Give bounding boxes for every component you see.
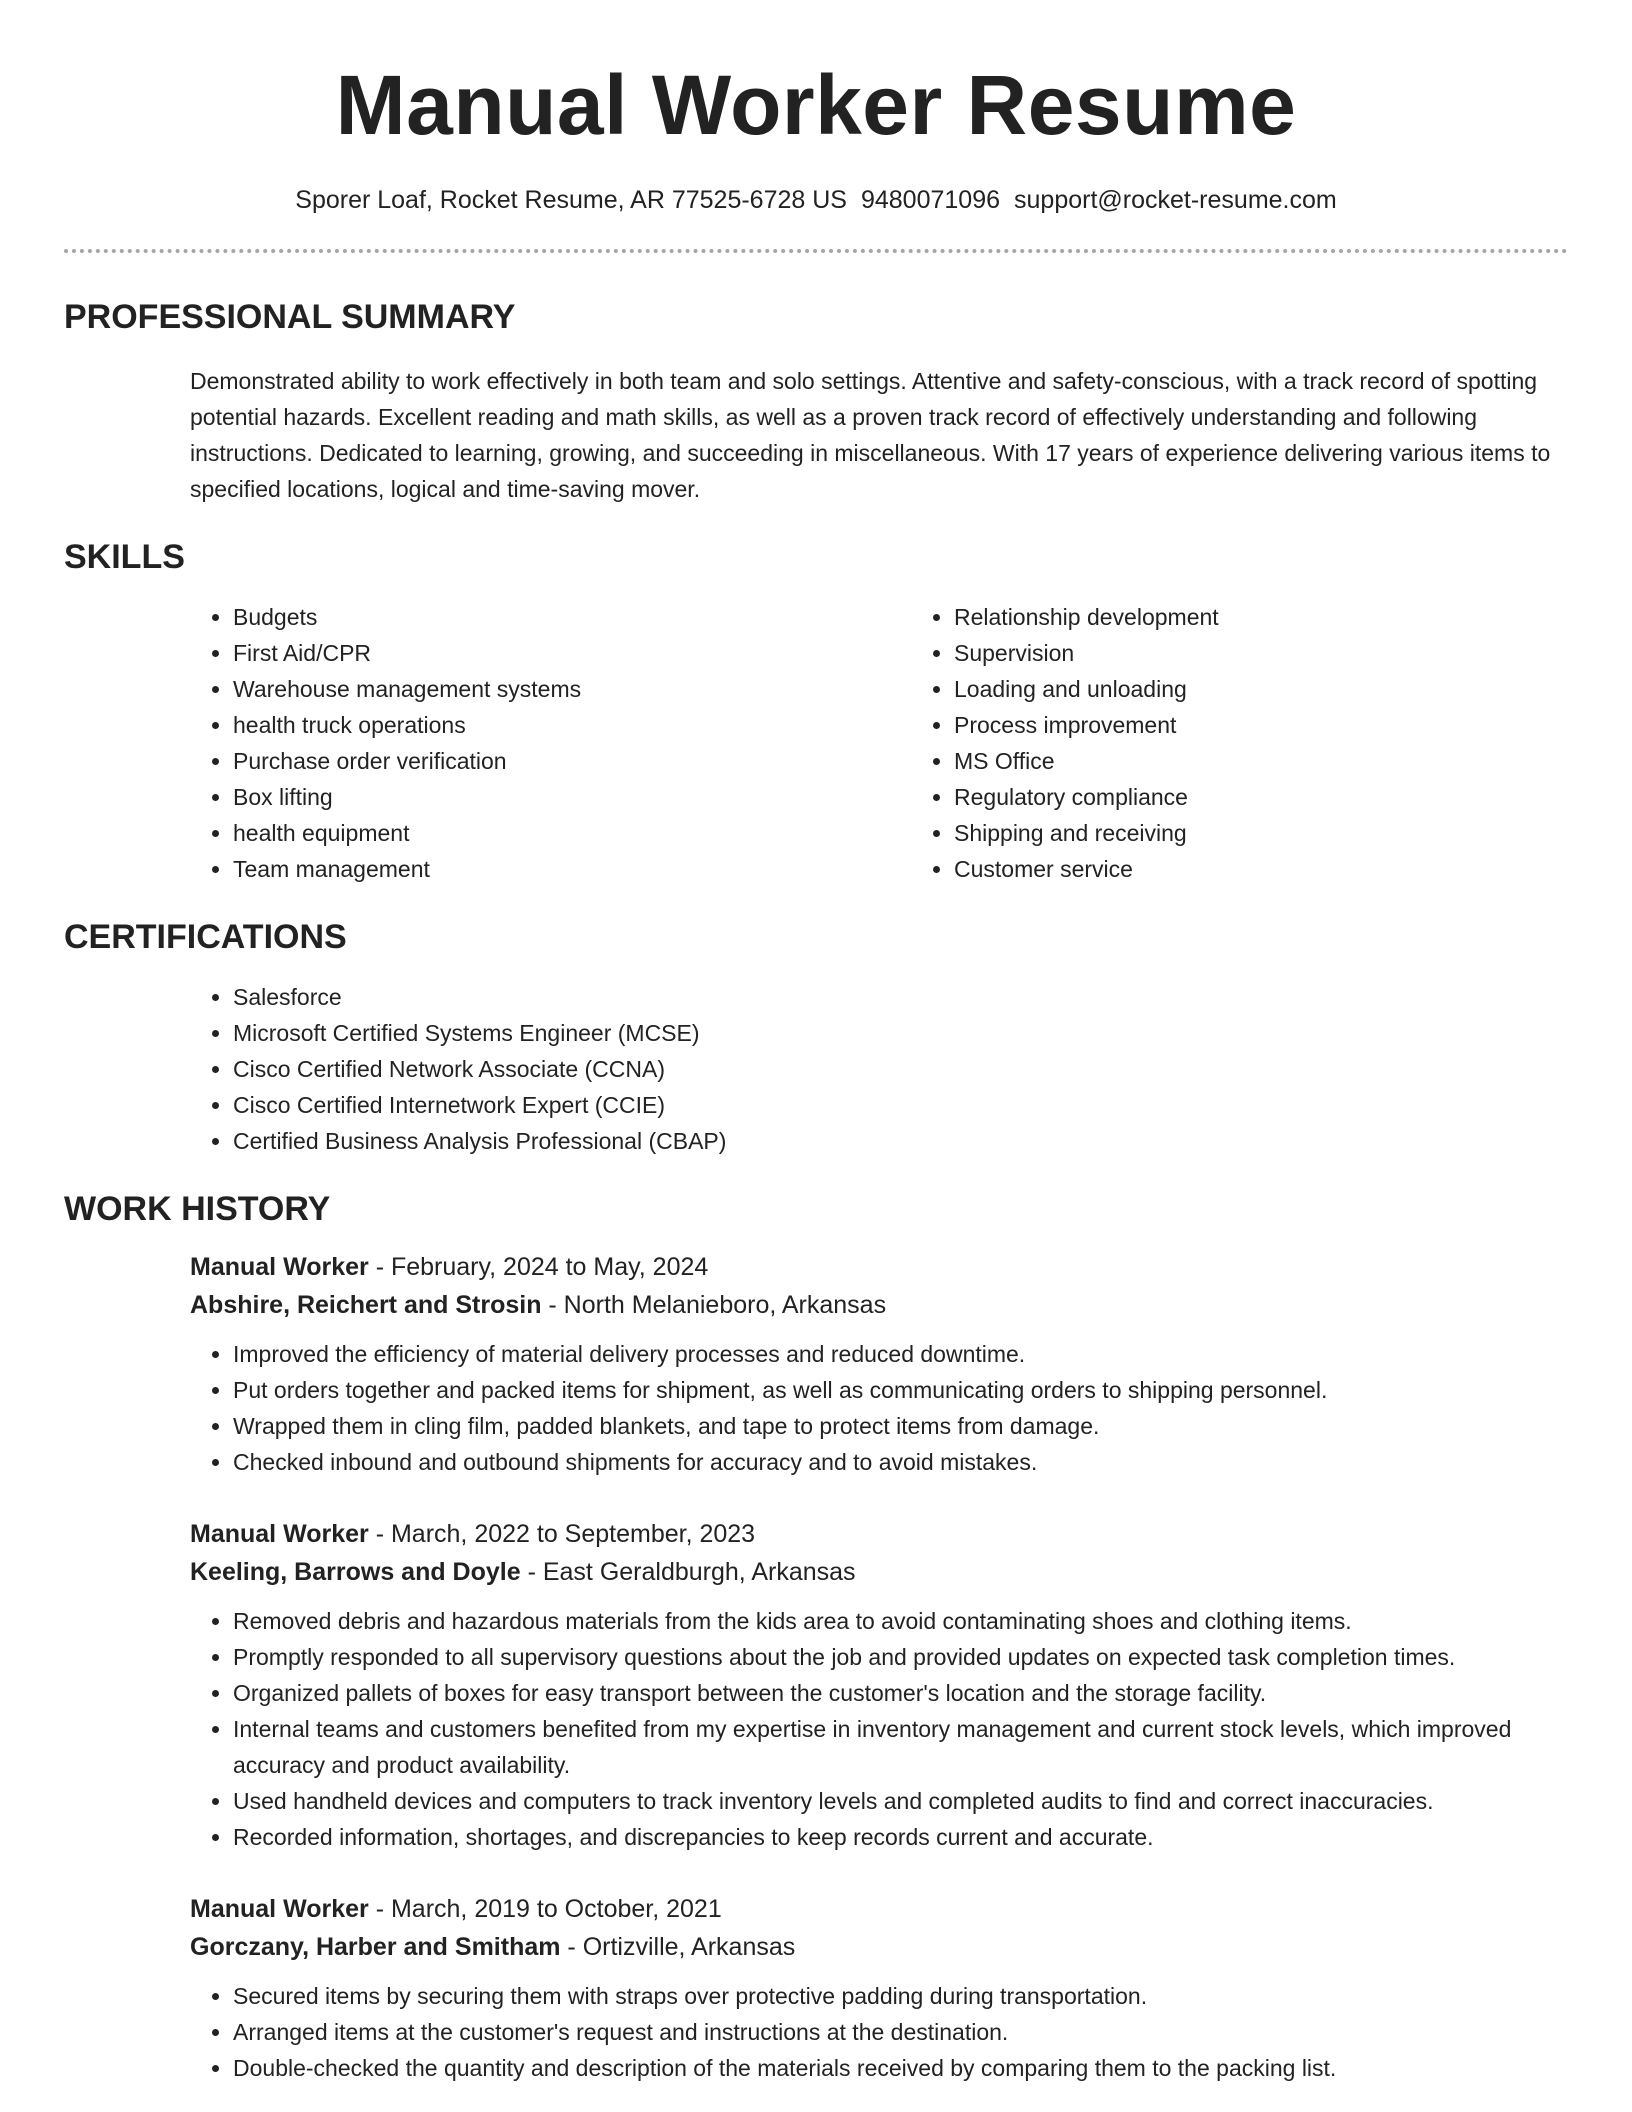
certifications-heading: CERTIFICATIONS bbox=[64, 918, 347, 956]
header-divider bbox=[64, 249, 1568, 253]
job-bullets bbox=[190, 1336, 1568, 1480]
summary-section bbox=[0, 297, 1632, 507]
list-item: • Used handheld devices and computers to track inventory levels and completed audits to find and correct inaccuracies. bbox=[233, 1783, 1568, 1819]
list-item: • Budgets bbox=[233, 599, 911, 635]
contact-phone: 9480071096 bbox=[860, 186, 1001, 214]
job-company: Keeling, Barrows and Doyle bbox=[190, 1558, 521, 1586]
work-heading: WORK HISTORY bbox=[64, 1190, 331, 1228]
list-item: • Supervision bbox=[954, 635, 1632, 671]
skills-columns bbox=[190, 599, 1632, 887]
list-item: • Relationship development bbox=[954, 599, 1632, 635]
list-item: • Removed debris and hazardous materials from the kids area to avoid contaminating shoes and clothing items. bbox=[233, 1603, 1568, 1639]
resume-title: Manual Worker Resume bbox=[335, 58, 1297, 152]
list-item: • Customer service bbox=[954, 851, 1632, 887]
job-location: - Ortizville, Arkansas bbox=[560, 1933, 796, 1961]
list-item: • Certified Business Analysis Professional (CBAP) bbox=[233, 1123, 1632, 1159]
job-dates: - March, 2019 to October, 2021 bbox=[368, 1895, 722, 1923]
certifications-wrap bbox=[190, 979, 1632, 1159]
list-item: • Microsoft Certified Systems Engineer (MCSE) bbox=[233, 1015, 1632, 1051]
list-item: • Cisco Certified Internetwork Expert (CCIE) bbox=[233, 1087, 1632, 1123]
job-location: - North Melanieboro, Arkansas bbox=[541, 1291, 887, 1319]
list-item: • Put orders together and packed items for shipment, as well as communicating orders to shipping personnel. bbox=[233, 1372, 1568, 1408]
list-item: • Checked inbound and outbound shipments for accuracy and to avoid mistakes. bbox=[233, 1444, 1568, 1480]
summary-text: Demonstrated ability to work effectively in both team and solo settings. Attentive and safety-conscious, with a track record of spotting potential hazards. Excellent reading and math skills, as well as a proven track record of effectively understanding and following instructions. Dedicated to learning, growing, and succeeding in miscellaneous. With 17 years of experience delivering various items to specified locations, logical and time-saving mover. bbox=[190, 368, 1551, 502]
job-dates: - February, 2024 to May, 2024 bbox=[368, 1253, 709, 1281]
job-dates: - March, 2022 to September, 2023 bbox=[368, 1520, 756, 1548]
list-item: • Internal teams and customers benefited from my expertise in inventory management and current stock levels, which improved accuracy and product availability. bbox=[233, 1711, 1568, 1783]
list-item: • Wrapped them in cling film, padded blankets, and tape to protect items from damage. bbox=[233, 1408, 1568, 1444]
job-location: - East Geraldburgh, Arkansas bbox=[520, 1558, 856, 1586]
job-role: Manual Worker bbox=[190, 1520, 369, 1548]
job-entry bbox=[190, 1249, 1568, 1480]
list-item: • Team management bbox=[233, 851, 911, 887]
list-item: • MS Office bbox=[954, 743, 1632, 779]
skills-list-left bbox=[190, 599, 911, 887]
work-section bbox=[0, 1189, 1632, 2086]
job-company: Gorczany, Harber and Smitham bbox=[190, 1933, 561, 1961]
contact-address: Sporer Loaf, Rocket Resume, AR 77525-6728 US bbox=[295, 186, 847, 214]
job-role: Manual Worker bbox=[190, 1253, 369, 1281]
list-item: • Warehouse management systems bbox=[233, 671, 911, 707]
list-item: • Cisco Certified Network Associate (CCNA) bbox=[233, 1051, 1632, 1087]
list-item: • Organized pallets of boxes for easy transport between the customer's location and the storage facility. bbox=[233, 1675, 1568, 1711]
certifications-section bbox=[0, 917, 1632, 1159]
list-item: • First Aid/CPR bbox=[233, 635, 911, 671]
job-title-line bbox=[190, 1249, 1568, 1285]
list-item: • Loading and unloading bbox=[954, 671, 1632, 707]
list-item: • Double-checked the quantity and description of the materials received by comparing them to the packing list. bbox=[233, 2050, 1568, 2086]
job-company-line bbox=[190, 1554, 1568, 1590]
summary-heading: PROFESSIONAL SUMMARY bbox=[64, 298, 516, 336]
list-item: • Improved the efficiency of material delivery processes and reduced downtime. bbox=[233, 1336, 1568, 1372]
jobs-container bbox=[0, 1249, 1632, 2086]
job-company-line bbox=[190, 1929, 1568, 1965]
job-title-line bbox=[190, 1891, 1568, 1927]
job-company-line bbox=[190, 1287, 1568, 1323]
list-item: • Shipping and receiving bbox=[954, 815, 1632, 851]
list-item: • Recorded information, shortages, and discrepancies to keep records current and accurate. bbox=[233, 1819, 1568, 1855]
job-entry bbox=[190, 1891, 1568, 2086]
job-role: Manual Worker bbox=[190, 1895, 369, 1923]
job-bullets bbox=[190, 1603, 1568, 1855]
list-item: • Promptly responded to all supervisory questions about the job and provided updates on expected task completion times. bbox=[233, 1639, 1568, 1675]
list-item: • health equipment bbox=[233, 815, 911, 851]
list-item: • Box lifting bbox=[233, 779, 911, 815]
job-entry bbox=[190, 1516, 1568, 1855]
skills-section bbox=[0, 537, 1632, 887]
contact-email: support@rocket-resume.com bbox=[1014, 186, 1337, 214]
job-title-line bbox=[190, 1516, 1568, 1552]
list-item: • Salesforce bbox=[233, 979, 1632, 1015]
job-company: Abshire, Reichert and Strosin bbox=[190, 1291, 542, 1319]
list-item: • Regulatory compliance bbox=[954, 779, 1632, 815]
list-item: • Arranged items at the customer's request and instructions at the destination. bbox=[233, 2014, 1568, 2050]
list-item: • Purchase order verification bbox=[233, 743, 911, 779]
list-item: • Process improvement bbox=[954, 707, 1632, 743]
skills-list-right bbox=[911, 599, 1632, 887]
contact-line bbox=[0, 184, 1632, 216]
list-item: • health truck operations bbox=[233, 707, 911, 743]
certifications-list bbox=[190, 979, 1632, 1159]
job-bullets bbox=[190, 1978, 1568, 2086]
list-item: • Secured items by securing them with straps over protective padding during transportation. bbox=[233, 1978, 1568, 2014]
skills-heading: SKILLS bbox=[64, 538, 185, 576]
